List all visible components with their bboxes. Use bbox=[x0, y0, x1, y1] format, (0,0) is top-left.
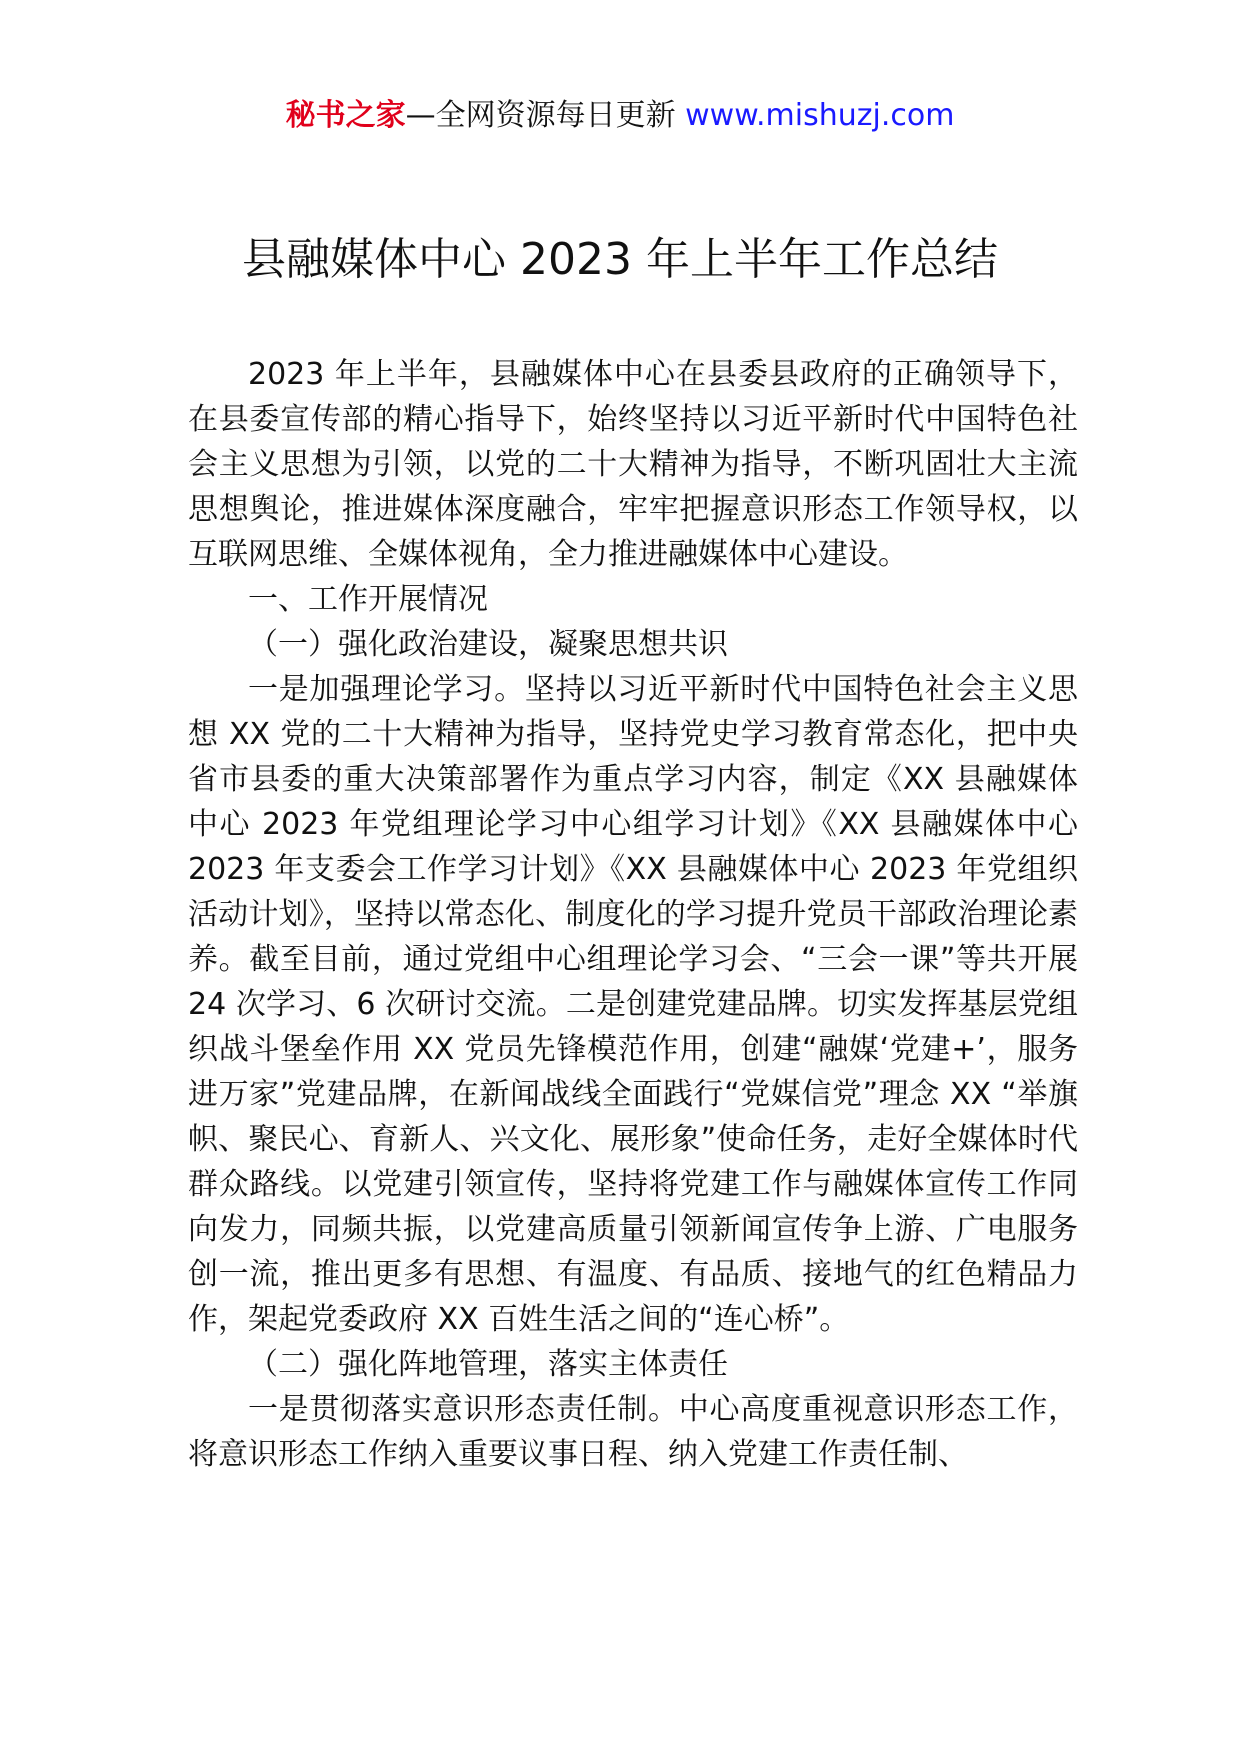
site-header bbox=[0, 96, 1240, 136]
paragraph-intro: 2023 年上半年，县融媒体中心在县委县政府的正确领导下，在县委宣传部的精心指导下，始终坚持以习近平新时代中国特色社会主义思想为引领，以党的二十大精神为指导，不断巩固壮大主流思想舆论，推进媒体深度融合，牢牢把握意识形态工作领导权，以互联网思维、全媒体视角，全力推进融媒体中心建设。 bbox=[188, 357, 1078, 572]
site-url-link[interactable]: www.mishuzj.com bbox=[685, 98, 955, 133]
document-title: 县融媒体中心 2023 年上半年工作总结 bbox=[242, 234, 998, 285]
subsection-heading-2: （二）强化阵地管理，落实主体责任 bbox=[248, 1347, 728, 1382]
site-slogan: —全网资源每日更新 bbox=[405, 98, 686, 133]
site-brand: 秘书之家 bbox=[285, 98, 406, 133]
document-body bbox=[188, 352, 1078, 1477]
subsection-heading-1: （一）强化政治建设，凝聚思想共识 bbox=[248, 627, 728, 662]
paragraph-theory-study: 一是加强理论学习。坚持以习近平新时代中国特色社会主义思想 XX 党的二十大精神为指导，坚持党史学习教育常态化，把中央省市县委的重大决策部署作为重点学习内容，制定《XX 县融媒体中心 2023 年党组理论学习中心组学习计划》《XX 县融媒体中心 2023 年支委会工作学习计划》《XX 县融媒体中心 2023 年党组织活动计划》，坚持以常态化、制度化的学习提升党员干部政治理论素养。截至目前，通过党组中心组理论学习会、“三会一课”等共开展 24 次学习、6 次研讨交流。二是创建党建品牌。切实发挥基层党组织战斗堡垒作用 XX 党员先锋模范作用，创建“融媒‘党建+’，服务进万家”党建品牌，在新闻战线全面践行“党媒信党”理念 XX “举旗帜、聚民心、育新人、兴文化、展形象”使命任务，走好全媒体时代群众路线。以党建引领宣传，坚持将党建工作与融媒体宣传工作同向发力，同频共振，以党建高质量引领新闻宣传争上游、广电服务创一流，推出更多有思想、有温度、有品质、接地气的红色精品力作，架起党委政府 XX 百姓生活之间的“连心桥”。 bbox=[188, 672, 1078, 1337]
paragraph-ideology-responsibility: 一是贯彻落实意识形态责任制。中心高度重视意识形态工作，将意识形态工作纳入重要议事日程、纳入党建工作责任制、 bbox=[188, 1392, 1078, 1472]
section-heading-1: 一、工作开展情况 bbox=[248, 582, 488, 617]
